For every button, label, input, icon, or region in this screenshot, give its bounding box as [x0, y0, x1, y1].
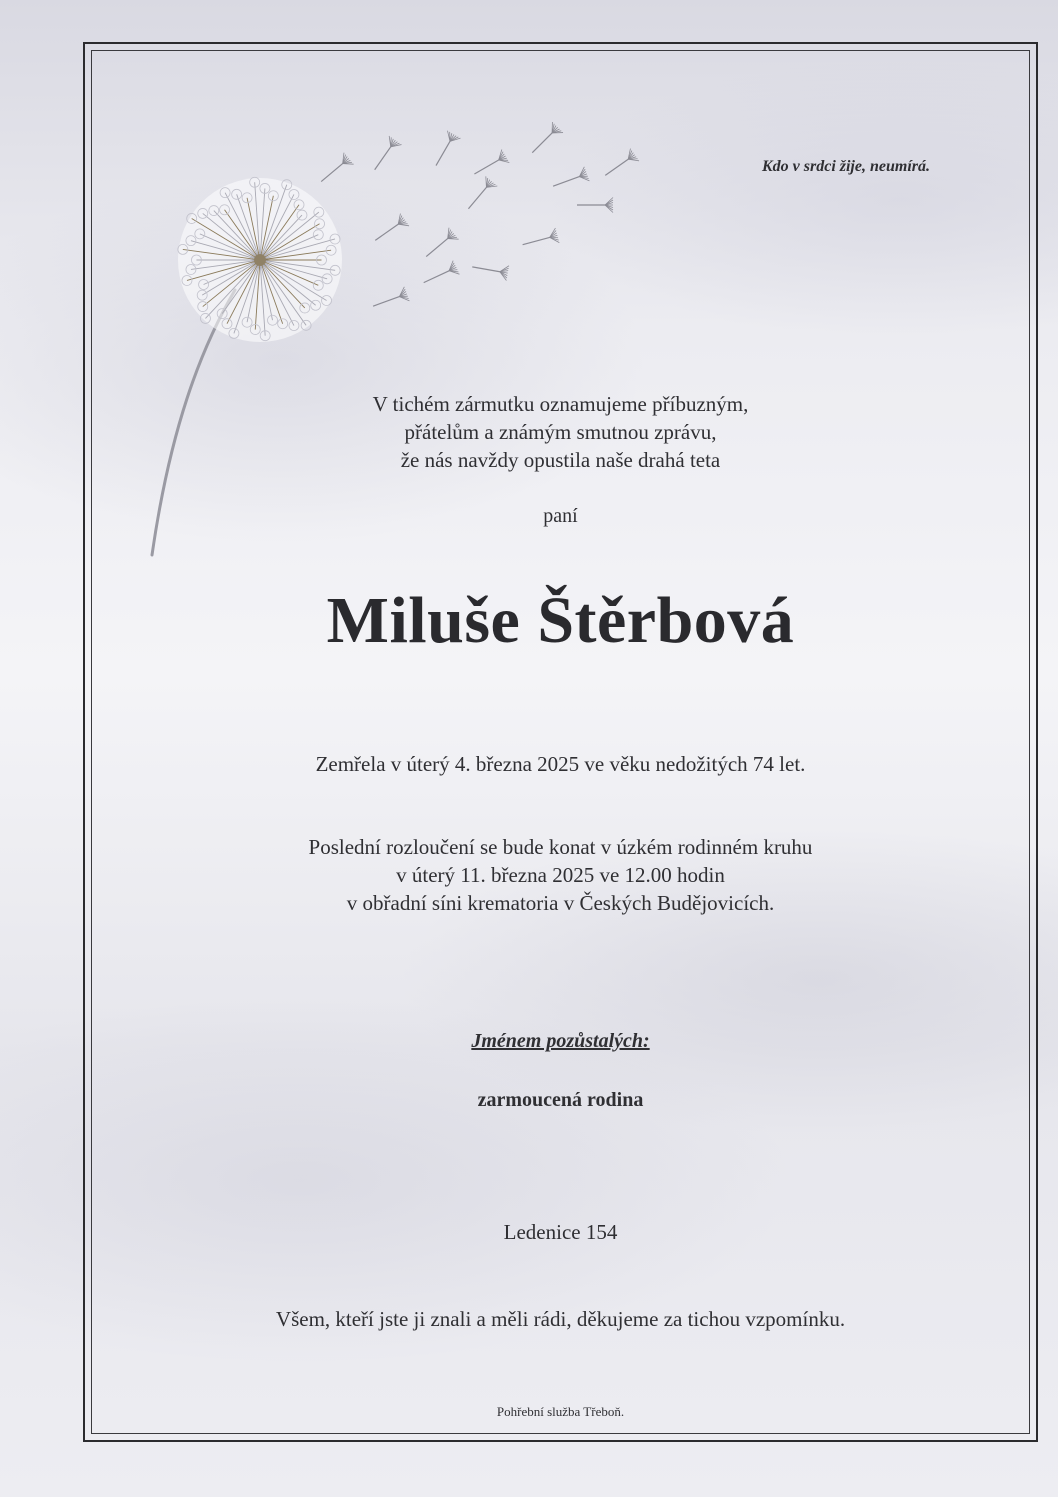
family-signature: zarmoucená rodina — [477, 1089, 644, 1111]
floating-seed — [371, 287, 410, 313]
floating-seed — [421, 261, 460, 290]
thanks-message: Všem, kteří jste ji znali a měli rádi, děkujeme za tichou vzpomínku. — [275, 1307, 846, 1331]
death-notice: Zemřela v úterý 4. března 2025 ve věku nedožitých 74 let. — [315, 752, 806, 776]
farewell-details — [91, 833, 1030, 917]
on-behalf-label: Jménem pozůstalých: — [471, 1030, 650, 1052]
announcement — [91, 390, 1030, 474]
floating-seed — [316, 153, 353, 188]
floating-seed — [463, 176, 498, 213]
farewell-line-1: Poslední rozloučení se bude konat v úzkém rodinném kruhu — [308, 835, 813, 859]
farewell-line-2: v úterý 11. března 2025 ve 12.00 hodin — [396, 863, 725, 887]
announcement-line-1: V tichém zármutku oznamujeme příbuzným, — [372, 392, 749, 416]
floating-seed — [471, 259, 509, 280]
address: Ledenice 154 — [503, 1220, 618, 1244]
funeral-service-footer: Pohřební služba Třeboň. — [496, 1404, 625, 1419]
floating-seed — [369, 136, 402, 174]
announcement-line-3: že nás navždy opustila naše drahá teta — [400, 448, 721, 472]
salutation: paní — [543, 505, 578, 527]
floating-seed — [521, 228, 560, 252]
floating-seed — [601, 149, 639, 182]
dandelion-core — [254, 254, 266, 266]
floating-seed — [577, 198, 613, 213]
farewell-line-3: v obřadní síni krematoria v Českých Budějovicích. — [346, 891, 775, 915]
floating-seed — [421, 228, 458, 263]
floating-seed — [471, 150, 510, 181]
floating-seed — [527, 122, 563, 158]
motto: Kdo v srdci žije, neumírá. — [761, 158, 930, 175]
floating-seed — [371, 214, 409, 247]
floating-seed — [551, 167, 590, 193]
floating-seed — [430, 131, 461, 170]
announcement-line-2: přátelům a známým smutnou zprávu, — [404, 420, 717, 444]
deceased-name: Miluše Štěrbová — [326, 584, 795, 657]
